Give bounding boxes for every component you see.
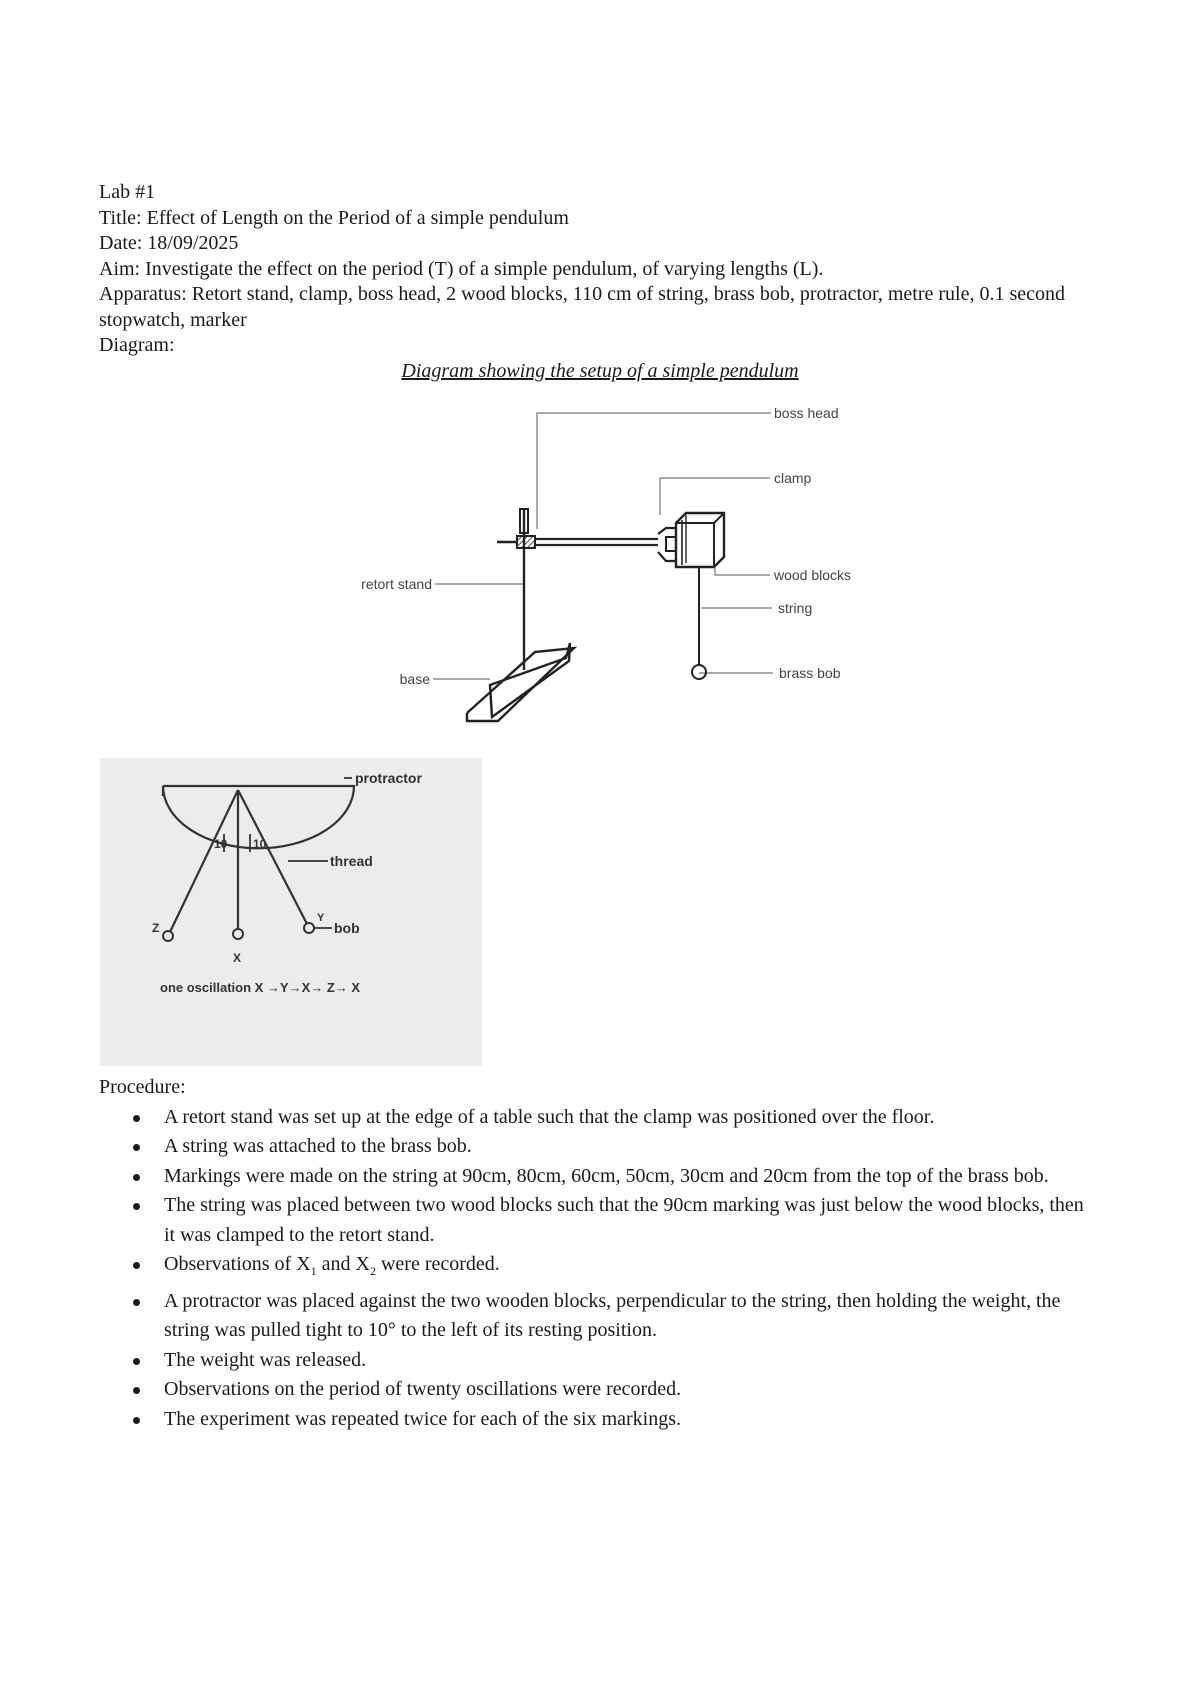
procedure-step: The experiment was repeated twice for each of the six markings. <box>164 1405 1099 1435</box>
thread-left <box>170 790 238 932</box>
photo-oscillation-note: one oscillation X →Y→X→ Z→ X <box>160 980 361 995</box>
pendulum-setup-diagram <box>340 395 880 735</box>
step5-post: were recorded. <box>375 1253 500 1275</box>
wood-blocks-leader <box>715 568 770 575</box>
boss-head <box>517 536 535 548</box>
oscillation-sketch <box>100 758 482 1066</box>
step5-sub1: 1 <box>310 1264 317 1278</box>
procedure-step: The string was placed between two wood blocks such that the 90cm marking was just below the wood blocks, then it was clamped to the retort stand. <box>164 1191 1099 1250</box>
bob-y <box>304 923 314 933</box>
photo-label-bob: bob <box>334 920 360 936</box>
procedure-section <box>99 1073 1099 1434</box>
photo-angle-right: 10 <box>253 837 267 851</box>
procedure-step <box>164 1250 1099 1287</box>
step5-mid: and X <box>316 1253 370 1275</box>
step5-sub2: 2 <box>369 1264 376 1278</box>
step5-pre: Observations of X <box>164 1253 311 1275</box>
procedure-step: The weight was released. <box>164 1346 1099 1376</box>
lab-aim: Aim: Investigate the effect on the period (T) of a simple pendulum, of varying lengths (L). <box>99 257 824 280</box>
boss-head-leader <box>537 413 771 529</box>
label-string: string <box>778 600 813 616</box>
lab-title: Title: Effect of Length on the Period of a simple pendulum <box>99 206 569 229</box>
bob-z <box>163 931 173 941</box>
label-boss-head: boss head <box>774 405 839 421</box>
procedure-step: A retort stand was set up at the edge of a table such that the clamp was positioned over the floor. <box>164 1103 1099 1133</box>
diagram-caption: Diagram showing the setup of a simple pendulum <box>401 360 799 382</box>
procedure-step: Markings were made on the string at 90cm, 80cm, 60cm, 50cm, 30cm and 20cm from the top of the brass bob. <box>164 1162 1099 1192</box>
brass-bob <box>692 665 706 679</box>
procedure-list <box>99 1103 1099 1435</box>
photo-label-thread: thread <box>330 853 373 869</box>
lab-apparatus: Apparatus: Retort stand, clamp, boss head, 2 wood blocks, 110 cm of string, brass bob, protractor, metre rule, 0.1 second stopwatch, marker <box>99 283 1066 331</box>
label-wood-blocks: wood blocks <box>774 567 852 583</box>
photo-label-y: Y <box>317 912 325 924</box>
diagram-label: Diagram: <box>99 334 175 356</box>
label-brass-bob: brass bob <box>779 665 841 681</box>
photo-label-x: X <box>233 951 242 965</box>
label-retort-stand: retort stand <box>361 576 432 592</box>
bob-x <box>233 929 243 939</box>
thread-right <box>238 790 307 924</box>
lab-number: Lab #1 <box>99 181 156 203</box>
label-base: base <box>399 671 430 687</box>
photo-label-z: Z <box>152 921 160 935</box>
lab-header <box>99 180 1099 359</box>
clamp-leader <box>660 478 770 515</box>
procedure-heading: Procedure: <box>99 1076 186 1098</box>
photo-angle-left: 10 <box>214 837 228 851</box>
procedure-step: A string was attached to the brass bob. <box>164 1132 1099 1162</box>
oscillation-photo <box>100 758 482 1066</box>
label-clamp: clamp <box>774 470 812 486</box>
photo-label-protractor: protractor <box>355 770 422 786</box>
procedure-step: A protractor was placed against the two wooden blocks, perpendicular to the string, then holding the weight, the string was pulled tight to 10° to the left of its resting position. <box>164 1287 1099 1346</box>
procedure-step: Observations on the period of twenty oscillations were recorded. <box>164 1375 1099 1405</box>
lab-date: Date: 18/09/2025 <box>99 232 239 254</box>
